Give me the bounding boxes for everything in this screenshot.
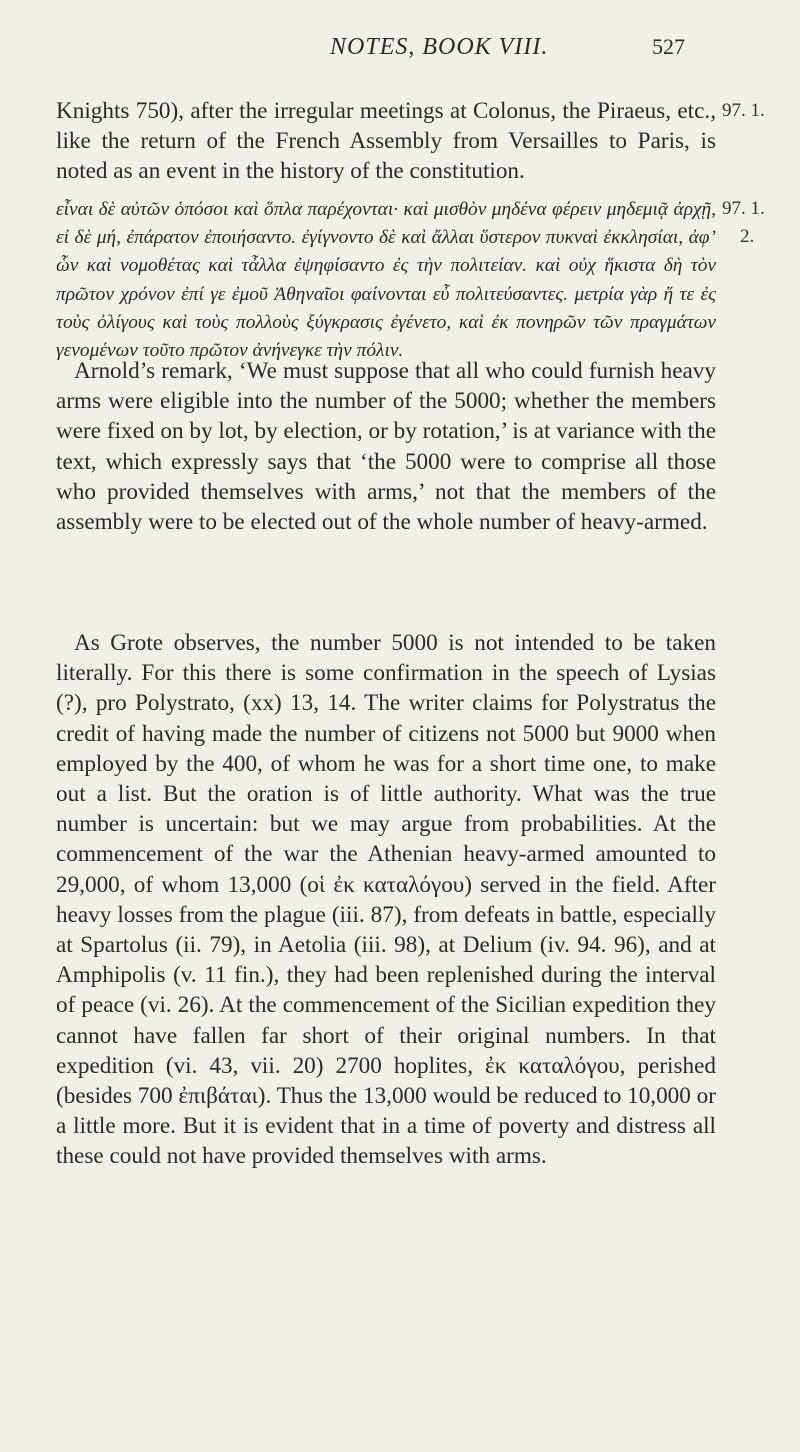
body-text: Knights 750), after the irregular meetings at Colonus, the Piraeus, etc., like the return of the French Assembly from Versailles to Paris, is noted as an event in the history of the constitution. bbox=[56, 98, 716, 185]
margin-reference: 97. 1. bbox=[722, 198, 765, 219]
page-header bbox=[0, 34, 800, 64]
greek-quotation bbox=[56, 196, 716, 365]
running-title: NOTES, BOOK VIII. bbox=[330, 34, 549, 60]
greek-text: εἶναι δὲ αὐτῶν ὁπόσοι καὶ ὅπλα παρέχονται· καὶ μισθὸν μηδένα φέρειν μηδεμιᾷ ἀρχῇ, εἰ δὲ μή, ἐπάρατον ἐποιήσαντο. ἐγίγνοντο δὲ καὶ ἄλλαι ὕστερον πυκναὶ ἐκκλησίαι, ἀφ’ ὧν καὶ νομοθέτας καὶ τἆλλα ἐψηφίσαντο ἐς τὴν πολιτείαν. καὶ οὐχ ἥκιστα δὴ τὸν πρῶτον χρόνον ἐπί γε ἐμοῦ Ἀθηναῖοι φαίνονται εὖ πολιτεύσαντες. μετρία γὰρ ἥ τε ἐς τοὺς ὀλίγους καὶ τοὺς πολλοὺς ξύγκρασις ἐγένετο, καὶ ἐκ πονηρῶν τῶν πραγμάτων γενομένων τοῦτο πρῶτον ἀνήνεγκε τὴν πόλιν. bbox=[56, 199, 716, 362]
page-number: 527 bbox=[652, 34, 685, 59]
paragraph-continuation bbox=[56, 96, 716, 187]
body-text: Arnold’s remark, ‘We must suppose that all who could furnish heavy arms were eligible into the number of the 5000; whether the members were fixed on by lot, by election, or by rotation,’ is at variance with the text, which expressly says that ‘the 5000 were to comprise all those who provided themselves with arms,’ not that the members of the assembly were to be elected out of the whole number of heavy-armed. bbox=[56, 358, 716, 536]
body-text: As Grote observes, the number 5000 is not intended to be taken literally. For this there is some confirmation in the speech of Lysias (?), pro Polystrato, (xx) 13, 14. The writer claims for Polystratus the credit of having made the number of citizens not 5000 but 9000 when employed by the 400, of whom he was for a short time one, to make out a list. But the oration is of little authority. What was the true number is uncertain: but we may argue from probabilities. At the commencement of the war the Athenian heavy-armed amounted to 29,000, of whom 13,000 (οἱ ἐκ καταλόγου) served in the field. After heavy losses from the plague (iii. 87), from defeats in battle, especially at Spartolus (ii. 79), in Aetolia (iii. 98), at Delium (iv. 94. 96), and at Amphipolis (v. 11 fin.), they had been replenished during the interval of peace (vi. 26). At the commencement of the Sicilian expedition they cannot have fallen far short of their original numbers. In that expedition (vi. 43, vii. 20) 2700 hoplites, ἐκ καταλόγου, perished (besides 700 ἐπιβάται). Thus the 13,000 would be reduced to 10,000 or a little more. But it is evident that in a time of poverty and distress all these could not have provided themselves with arms. bbox=[56, 630, 716, 1170]
margin-reference-sub: 2. bbox=[740, 226, 755, 247]
margin-reference: 97. 1. bbox=[722, 100, 765, 121]
paragraph-grote bbox=[56, 628, 716, 1172]
paragraph-arnold bbox=[56, 356, 716, 537]
